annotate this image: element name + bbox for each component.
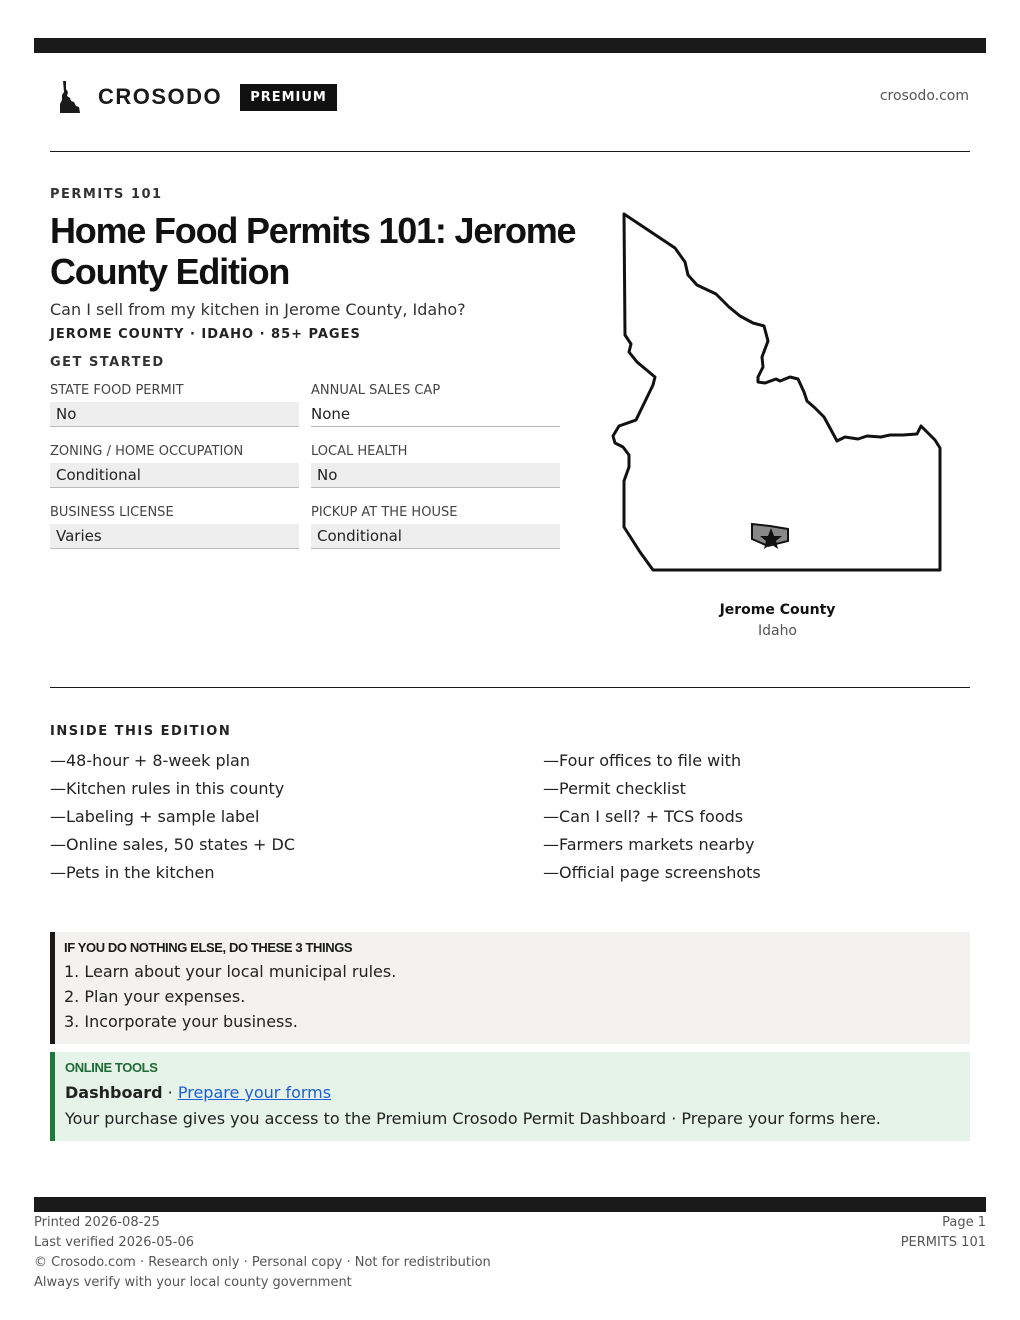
page-number: Page 1 <box>942 1215 986 1230</box>
list-item: —48-hour + 8-week plan <box>50 751 250 770</box>
online-tools-callout <box>50 1052 970 1141</box>
list-item: —Pets in the kitchen <box>50 863 215 882</box>
three-things-list <box>64 960 970 1035</box>
copyright: © Crosodo.com · Research only · Personal copy · Not for redistribution <box>34 1255 491 1270</box>
header-divider <box>50 151 970 152</box>
callout-heading: ONLINE TOOLS <box>65 1060 158 1075</box>
premium-badge: PREMIUM <box>240 84 337 111</box>
list-item: 1. Learn about your local municipal rules. <box>64 962 397 981</box>
footer-right <box>901 1213 986 1253</box>
fact-pickup <box>311 504 560 565</box>
page-title: Home Food Permits 101: Jerome County Edition <box>50 210 576 292</box>
list-item: 2. Plan your expenses. <box>64 987 246 1006</box>
fact-value: Conditional <box>50 463 299 488</box>
fact-value: None <box>311 402 560 427</box>
site-url[interactable]: crosodo.com <box>879 88 969 104</box>
list-item: —Labeling + sample label <box>50 807 260 826</box>
verify-note: Always verify with your local county government <box>34 1275 352 1290</box>
brand <box>58 80 337 114</box>
fact-label: ANNUAL SALES CAP <box>311 383 441 398</box>
page-subtitle: Can I sell from my kitchen in Jerome County, Idaho? <box>50 300 466 319</box>
fact-value: No <box>50 402 299 427</box>
printed-date: Printed 2026-08-25 <box>34 1215 160 1230</box>
fact-label: LOCAL HEALTH <box>311 444 408 459</box>
list-item: —Farmers markets nearby <box>543 835 755 854</box>
bottom-rule-bar <box>34 1197 986 1212</box>
section-divider <box>50 687 970 688</box>
section-eyebrow: PERMITS 101 <box>50 187 163 202</box>
idaho-outline <box>613 214 940 570</box>
map-state-label: Idaho <box>757 623 798 639</box>
dashboard-label: Dashboard <box>65 1083 163 1102</box>
fact-label: STATE FOOD PERMIT <box>50 383 184 398</box>
callout-heading: IF YOU DO NOTHING ELSE, DO THESE 3 THINGS <box>64 940 353 955</box>
idaho-silhouette-icon <box>58 80 82 114</box>
fact-label: BUSINESS LICENSE <box>50 505 174 520</box>
fact-label: PICKUP AT THE HOUSE <box>311 505 458 520</box>
inside-list-right <box>543 750 761 890</box>
get-started-heading: GET STARTED <box>50 355 165 370</box>
fact-zoning <box>50 443 299 504</box>
tools-description: Your purchase gives you access to the Premium Crosodo Permit Dashboard · Prepare your forms here. <box>65 1109 881 1128</box>
fact-business-license <box>50 504 299 565</box>
brand-name: CROSODO <box>98 84 223 109</box>
inside-edition-heading: INSIDE THIS EDITION <box>50 724 232 739</box>
list-item: —Can I sell? + TCS foods <box>543 807 744 826</box>
list-item: —Official page screenshots <box>543 863 761 882</box>
edition-meta: JEROME COUNTY · IDAHO · 85+ PAGES <box>50 327 361 342</box>
dashboard-line <box>65 1080 970 1106</box>
top-rule-bar <box>34 38 986 53</box>
permit-facts-grid <box>50 382 560 565</box>
fact-local-health <box>311 443 560 504</box>
idaho-county-map <box>605 205 950 580</box>
fact-label: ZONING / HOME OCCUPATION <box>50 444 244 459</box>
fact-value: No <box>311 463 560 488</box>
list-item: —Four offices to file with <box>543 751 742 770</box>
list-item: —Online sales, 50 states + DC <box>50 835 296 854</box>
list-item: 3. Incorporate your business. <box>64 1012 298 1031</box>
three-things-callout <box>50 932 970 1044</box>
list-item: —Permit checklist <box>543 779 686 798</box>
prepare-forms-link[interactable]: Prepare your forms <box>177 1083 332 1102</box>
separator: · <box>162 1083 178 1102</box>
inside-list-left <box>50 750 295 890</box>
list-item: —Kitchen rules in this county <box>50 779 285 798</box>
verified-date: Last verified 2026-05-06 <box>34 1235 194 1250</box>
fact-value: Conditional <box>311 524 560 549</box>
map-county-label: Jerome County <box>719 602 836 618</box>
footer-section: PERMITS 101 <box>900 1235 986 1250</box>
fact-state-food-permit <box>50 382 299 443</box>
fact-annual-sales-cap <box>311 382 560 443</box>
fact-value: Varies <box>50 524 299 549</box>
footer-left <box>34 1213 491 1293</box>
